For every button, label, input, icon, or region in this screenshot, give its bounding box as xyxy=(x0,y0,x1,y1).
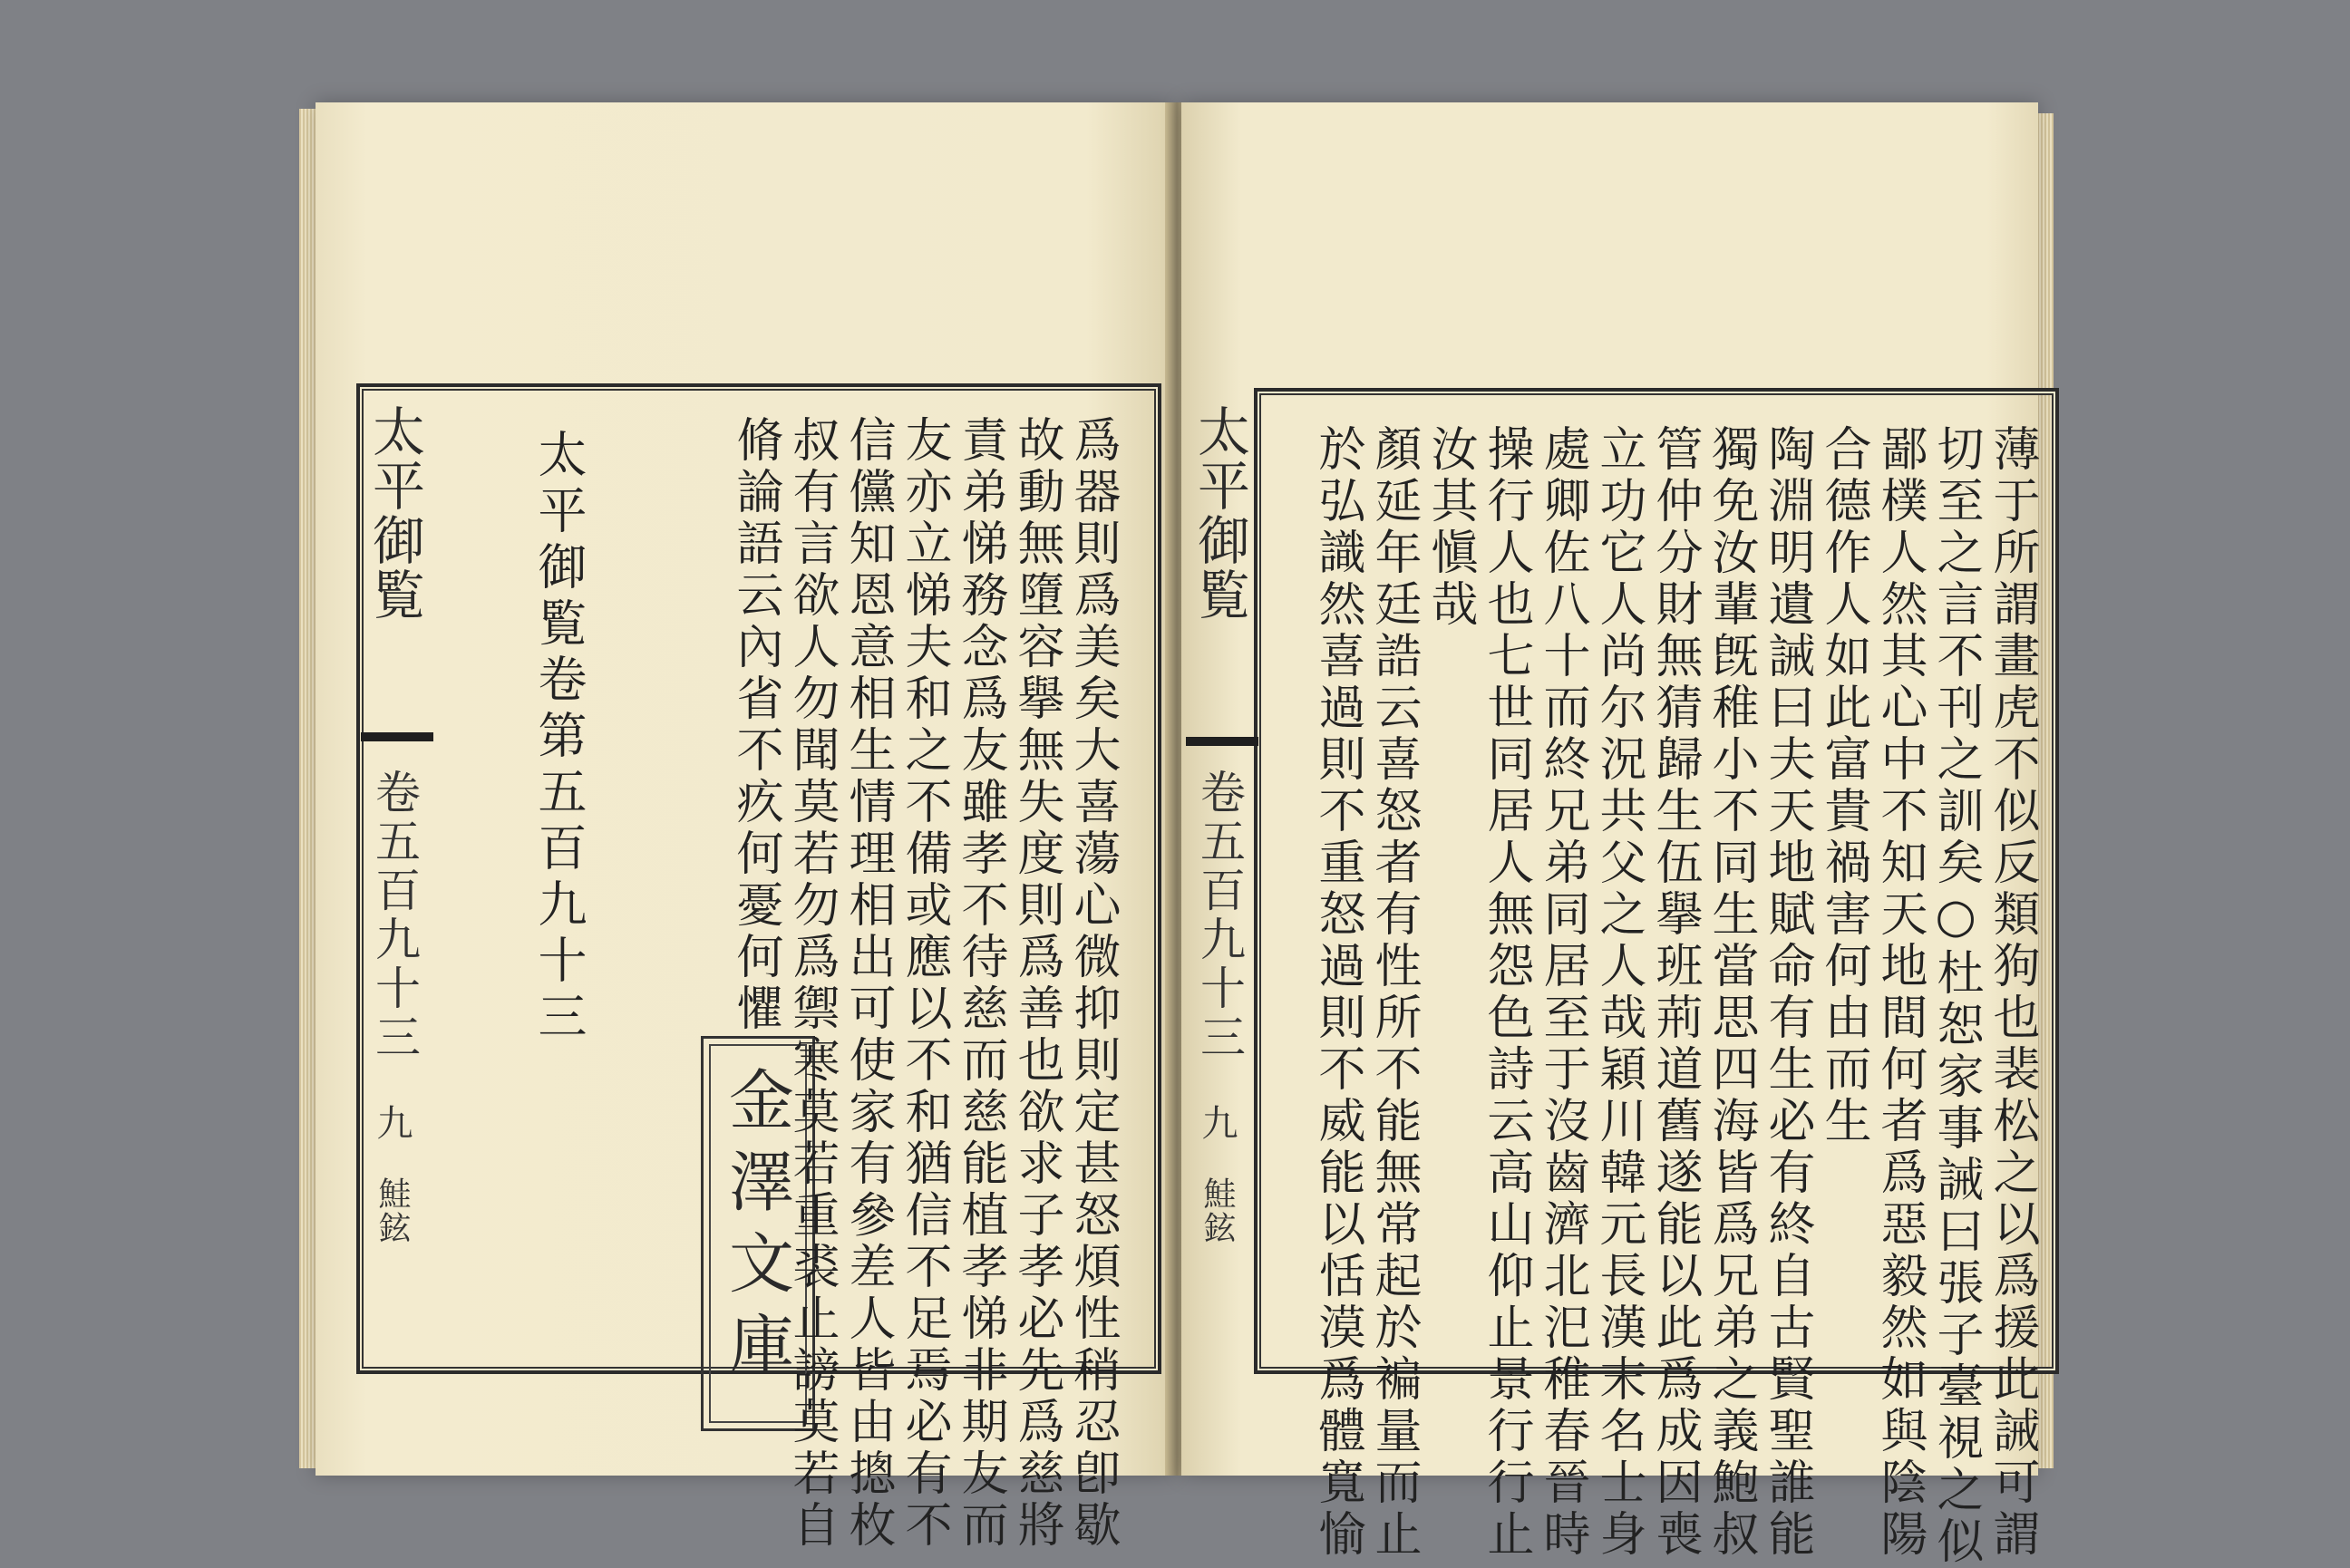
cutter-name: 鮭鉉 xyxy=(1199,1176,1236,1245)
text-column: 薄于所謂畫虎不似反類狗也裴松之以爲援此誡可謂 xyxy=(1985,424,2039,1561)
text-column: 操行人也七世同居人無怨色詩云高山仰止景行行止 xyxy=(1479,424,1533,1561)
text-column: 立功它人尚尔況共父之人哉穎川韓元長漢末名士身 xyxy=(1591,424,1646,1561)
text-column: 處卿佐八十而終兄弟同居至于沒齒濟北汜稚春晉時 xyxy=(1535,424,1589,1561)
text-column: 叔有言欲人勿聞莫若勿爲禦寒莫若重裘止謗莫若自 xyxy=(784,415,839,1552)
fish-tail-mark xyxy=(1186,737,1258,746)
left-center-strip xyxy=(361,388,433,1367)
folio-number: 九 xyxy=(1196,1104,1238,1145)
text-column: 友亦立悌夫和之不備或應以不和猶信不足焉必有不 xyxy=(897,415,951,1552)
text-column: 信儻知恩意相生情理相出可使家有參差人皆由摠枚 xyxy=(840,415,895,1552)
text-column: 顏延年廷誥云喜怒者有性所不能無常起於褊量而止 xyxy=(1366,424,1421,1561)
book-title: 太平御覧 xyxy=(1189,404,1250,622)
folio-number: 九 xyxy=(371,1104,413,1145)
open-book xyxy=(299,86,2054,1568)
text-column: 脩論語云內省不疚何憂何懼 xyxy=(728,415,782,1035)
volume-heading: 太平御覧卷第五百九十三 xyxy=(530,429,588,1047)
left-page xyxy=(316,102,1172,1552)
text-column: 故動無墮容擧無失度則爲善也欲求子孝必先爲慈將 xyxy=(1009,415,1063,1552)
volume-number: 卷五百九十三 xyxy=(1193,769,1246,1062)
right-page xyxy=(1181,102,2039,1568)
text-column: 獨免汝輩旣稚小不同生當思四海皆爲兄弟之義鮑叔 xyxy=(1704,424,1758,1561)
volume-number: 卷五百九十三 xyxy=(368,769,421,1062)
text-column: 責弟悌務念爲友雖孝不待慈而慈能植孝悌非期友而 xyxy=(953,415,1007,1552)
fish-tail-mark xyxy=(361,732,433,741)
text-column: 管仲分財無猜歸生伍擧班荊道舊遂能以此爲成因喪 xyxy=(1647,424,1702,1561)
right-center-strip xyxy=(1186,388,1258,1367)
seal-text: 金澤文庫 xyxy=(718,1066,794,1392)
text-column: 於弘識然喜過則不重怒過則不威能以恬漠爲體寬愉 xyxy=(1310,424,1364,1561)
text-column: 陶淵明遺誡曰夫天地賦命有生必有終自古賢聖誰能 xyxy=(1760,424,1814,1561)
text-column: 切至之言不刊之訓矣○杜恕家事誡曰張子臺視之似 xyxy=(1928,424,1983,1568)
book-title: 太平御覧 xyxy=(364,404,425,622)
cutter-name: 鮭鉉 xyxy=(374,1176,411,1245)
text-column: 合德作人如此富貴禍害何由而生 xyxy=(1816,424,1870,1147)
text-column: 鄙樸人然其心中不知天地間何者爲惡毅然如與陰陽 xyxy=(1872,424,1927,1561)
text-column: 爲器則爲美矣大喜蕩心微抑則定甚怒煩性稍忍卽歇 xyxy=(1065,415,1120,1552)
text-column: 汝其愼哉 xyxy=(1423,424,1477,631)
